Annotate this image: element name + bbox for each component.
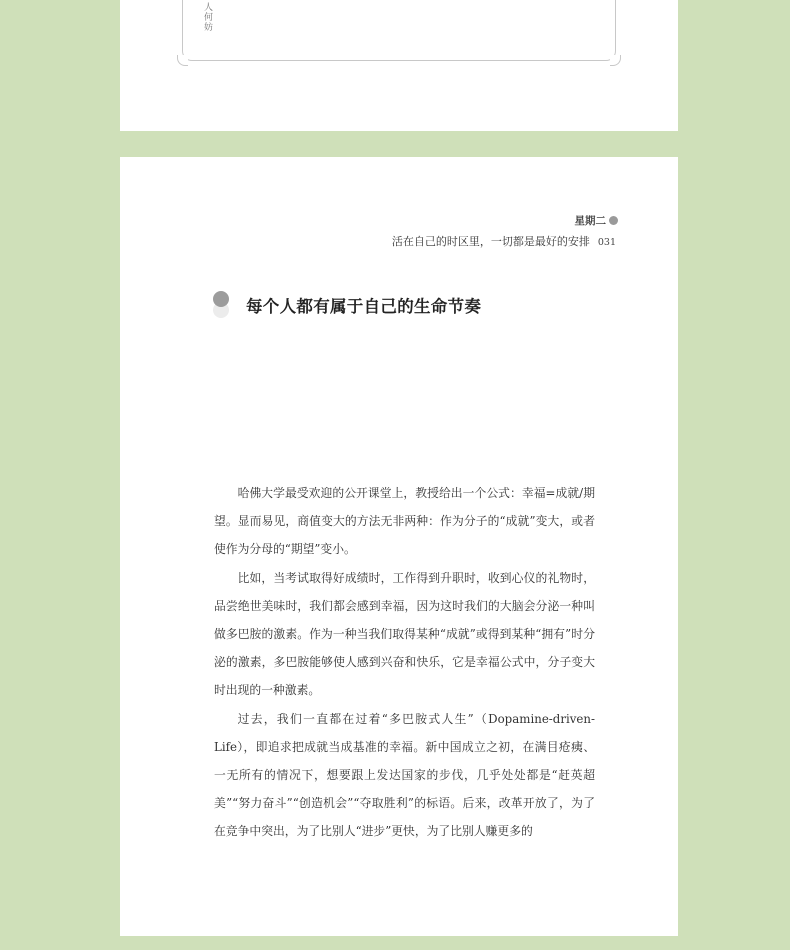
header-day-label: 星期二 <box>574 215 606 227</box>
page-number: 031 <box>597 237 616 248</box>
header-subtitle-row <box>392 233 616 249</box>
header-subtitle: 活在自己的时区里，一切都是最好的安排 <box>391 235 590 248</box>
paragraph: 过去，我们一直都在过着“多巴胺式人生”（Dopamine-driven-Life），即追求把成就当成基准的幸福。新中国成立之初，在满目疮痍、一无所有的情况下，想要跟上发达国家的步伐，几乎处处都是“赶英超美”“努力奋斗”“创造机会”“夺取胜利”的标语。后来，改革开放了，为了在竞争中突出，为了比别人“进步”更快，为了比别人赚更多的 <box>214 711 595 839</box>
header-day <box>392 213 618 228</box>
frame-corner-right <box>610 55 621 66</box>
double-dot-icon <box>213 291 233 319</box>
previous-page <box>120 0 678 131</box>
body-text <box>214 479 595 846</box>
frame-corner-left <box>177 55 188 66</box>
section-title: 每个人都有属于自己的生命节奏 <box>246 297 482 316</box>
book-page <box>120 157 678 936</box>
running-header <box>392 213 616 249</box>
dot-icon <box>609 216 618 225</box>
vertical-text: 人何妨 <box>202 2 212 32</box>
section-heading <box>213 291 481 319</box>
dot-dark <box>213 291 229 307</box>
page-frame <box>182 0 616 61</box>
paragraph: 比如，当考试取得好成绩时，工作得到升职时，收到心仪的礼物时，品尝绝世美味时，我们都会感到幸福，因为这时我们的大脑会分泌一种叫做多巴胺的激素。作为一种当我们取得某种“成就”或得到某种“拥有”时分泌的激素，多巴胺能够使人感到兴奋和快乐，它是幸福公式中，分子变大时出现的一种激素。 <box>214 570 595 698</box>
paragraph: 哈佛大学最受欢迎的公开课堂上，教授给出一个公式：幸福=成就/期望。显而易见，商值变大的方法无非两种：作为分子的“成就”变大，或者使作为分母的“期望”变小。 <box>214 486 595 557</box>
